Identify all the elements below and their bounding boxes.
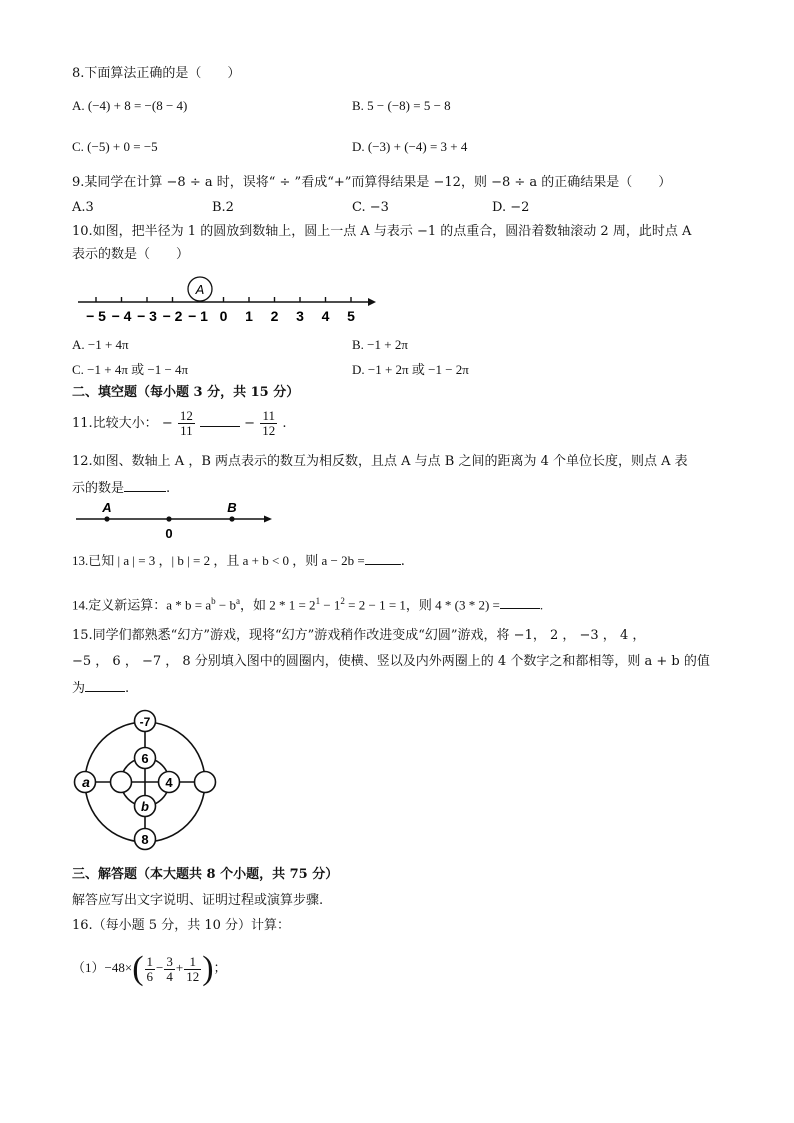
q15-line1: 15.同学们都熟悉“幻方”游戏，现将“幻方”游戏稍作改进变成“幻圆”游戏，将 −1， 2 ， −3 ， 4 ，	[72, 628, 646, 643]
q10-tick-label: 5	[347, 308, 355, 324]
q8-option-b: B. 5 − (−8) = 5 − 8	[352, 98, 451, 113]
q16-part1	[72, 946, 227, 990]
q13-answer-blank	[365, 552, 401, 565]
q10-circle-label: A	[195, 282, 205, 297]
q10-tick-label: 4	[321, 308, 330, 324]
q14-suffix: .	[539, 597, 544, 613]
section3-note: 解答应写出文字说明、证明过程或演算步骤.	[72, 893, 324, 908]
q10-option-b: B. −1 + 2π	[352, 337, 408, 352]
q10-tick-label: 0	[219, 308, 228, 324]
q15-value-right-inner: 4	[165, 775, 173, 790]
q8-option-d: D. (−3) + (−4) = 3 + 4	[352, 139, 468, 154]
q12-label-b: B	[227, 500, 237, 515]
q16-part1-label: （1）	[72, 960, 105, 975]
q14-sup-3: 1	[315, 596, 321, 606]
q12-label-a: A	[102, 500, 112, 515]
q11-left-sign: −	[161, 416, 173, 431]
q14-text-e: = 2 − 1 = 1，则 4 * (3 * 2) =	[344, 597, 500, 613]
q15-line3: 为	[72, 681, 86, 696]
q8-option-a: A. (−4) + 8 = −(8 − 4)	[72, 98, 188, 113]
q15-line2: −5 ， 6 ， −7 ， 8 分别填入图中的圆圈内，使横、竖以及内外两圈上的 4 个数字之和都相等，则 a + b 的值	[72, 654, 710, 669]
q10-stem-line1: 10.如图，把半径为 1 的圆放到数轴上，圆上一点 A 与表示 −1 的点重合，圆沿着数轴滚动 2 周，此时点 A	[72, 224, 692, 239]
q8-stem: 8.下面算法正确的是（ ）	[72, 66, 241, 81]
q10-ticks	[86, 297, 355, 324]
q11-answer-blank	[200, 414, 240, 427]
q10-tick-label: − 3	[137, 308, 157, 324]
q16-f3-den: 12	[186, 968, 200, 984]
q16-f3-num: 1	[184, 955, 201, 970]
q16-fraction-2	[164, 955, 175, 984]
q16-fraction-3	[184, 955, 201, 984]
q12-point-zero	[166, 516, 171, 521]
q13-suffix: .	[400, 554, 405, 569]
q12-line2: 示的数是	[72, 481, 125, 496]
q10-tick-label: 3	[296, 308, 304, 324]
q12-point-a	[104, 516, 109, 521]
q10-option-d: D. −1 + 2π 或 −1 − 2π	[352, 362, 469, 377]
q13-line	[72, 552, 405, 570]
q15-magic-circle-figure	[72, 706, 222, 854]
q16-op2: +	[175, 960, 184, 975]
q10-option-a: A. −1 + 4π	[72, 337, 129, 352]
q10-tick-label: − 4	[111, 308, 132, 324]
q16-part1-end: ；	[213, 960, 227, 975]
q12-label-zero: 0	[165, 526, 173, 541]
q11-right-num: 11	[260, 409, 277, 424]
q11-right-den: 12	[262, 423, 276, 438]
q12-axis-arrow	[264, 516, 272, 523]
q10-tick-label: − 5	[86, 308, 106, 324]
q15-value-top: -7	[139, 715, 151, 729]
q15-value-upper: 6	[141, 751, 149, 766]
q9-option-d: D. −2	[492, 200, 530, 215]
q16-f1-den: 6	[146, 968, 154, 984]
q15-value-left-outer: a	[82, 774, 90, 790]
q15-value-lower: b	[141, 799, 149, 814]
q16-part1-coef: −48×	[104, 960, 133, 975]
q9-stem: 9.某同学在计算 −8 ÷ a 时，误将“ ÷ ”看成“+”而算得结果是 −12，则 −8 ÷ a 的正确结果是（ ）	[72, 175, 672, 190]
q10-stem-line2: 表示的数是（ ）	[72, 247, 190, 262]
q12-line1: 12.如图、数轴上 A ，B 两点表示的数互为相反数，且点 A 与点 B 之间的距离为 4 个单位长度，则点 A 表	[72, 454, 688, 469]
q12-point-b	[229, 516, 234, 521]
q14-text-d: − 1	[320, 597, 341, 613]
q12-suffix: .	[166, 481, 171, 496]
q12-number-line-figure	[72, 498, 282, 542]
section3-title: 三、解答题（本大题共 8 个小题，共 75 分）	[72, 867, 339, 882]
q13-text: 13.已知 | a | = 3 ，| b | = 2 ，且 a + b < 0 ，则 a − 2b =	[72, 553, 365, 568]
q12-line2-wrap	[72, 479, 170, 497]
q11-right-fraction	[260, 409, 277, 438]
q11-right-sign: −	[244, 416, 256, 431]
q9-option-c: C. −3	[352, 200, 389, 215]
q14-line	[72, 593, 543, 613]
q14-answer-blank	[500, 596, 540, 609]
q15-circle-right-outer	[195, 772, 216, 793]
q15-answer-blank	[85, 679, 125, 692]
q11-prefix: 11.比较大小：	[72, 416, 158, 431]
q15-circle-left-inner	[111, 772, 132, 793]
q10-tick-label: 2	[270, 308, 279, 324]
q14-sup-1: b	[211, 596, 216, 606]
q11-left-fraction	[178, 409, 195, 438]
q11-suffix: .	[282, 416, 287, 431]
q9-option-b: B.2	[212, 200, 234, 215]
q10-axis-arrow	[368, 298, 376, 306]
q16-f2-num: 3	[166, 953, 173, 969]
q11-line	[72, 407, 286, 441]
section2-title: 二、填空题（每小题 3 分，共 15 分）	[72, 385, 300, 400]
q12-answer-blank	[124, 479, 166, 492]
q11-left-num: 12	[179, 408, 193, 423]
q14-text-b: − b	[215, 597, 236, 613]
q15-suffix: .	[125, 681, 130, 696]
q14-sup-2: a	[235, 596, 240, 606]
q11-left-den: 11	[180, 423, 193, 438]
q14-text-a: 14.定义新运算：a * b = a	[72, 597, 212, 613]
q16-f2-den: 4	[166, 968, 173, 984]
q10-tick-label: 1	[245, 308, 253, 324]
q15-line3-wrap	[72, 679, 129, 697]
q14-sup-4: 2	[340, 596, 345, 606]
q10-tick-label: − 2	[162, 308, 183, 324]
q10-number-line-figure	[72, 270, 382, 330]
q16-f1-num: 1	[146, 953, 154, 969]
q14-text-c: ，如 2 * 1 = 2	[239, 597, 316, 613]
q16-fraction-1	[145, 955, 156, 984]
q10-tick-label: − 1	[188, 308, 208, 324]
q10-option-c: C. −1 + 4π 或 −1 − 4π	[72, 362, 189, 377]
q16-right-paren: )	[202, 950, 214, 988]
q15-value-bottom: 8	[141, 832, 149, 847]
q16-op1: −	[156, 960, 164, 975]
q8-option-c: C. (−5) + 0 = −5	[72, 139, 158, 154]
q16-left-paren: (	[132, 950, 144, 988]
q16-stem: 16.（每小题 5 分，共 10 分）计算：	[72, 918, 291, 933]
q9-option-a: A.3	[72, 200, 94, 215]
